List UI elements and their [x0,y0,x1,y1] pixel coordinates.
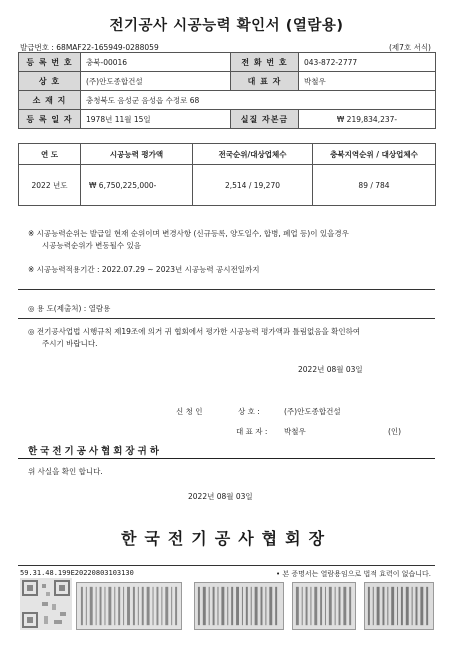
addressee: 한국전기공사협회장귀하 [28,446,162,457]
address-label: 소 재 지 [19,91,81,110]
document-title: 전기공사 시공능력 확인서 (열람용) [109,18,344,34]
table-header-row [19,144,436,165]
table-row [19,91,436,110]
barcode-icon [76,582,182,630]
form-number: (제7호 서식) [389,43,431,52]
ceo-label: 대 표 자 [231,72,299,91]
header-national-rank: 전국순위/대상업체수 [193,144,313,165]
confirmation-date: 2022년 08월 03일 [188,492,253,501]
request-date: 2022년 08월 03일 [298,365,363,374]
header-regional-rank: 충북지역순위 / 대상업체수 [313,144,436,165]
company-info-table [18,52,436,129]
note-period: ※ 시공능력적용기간 : 2022.07.29 ~ 2023년 시공능력 공시전일까지 [28,265,260,274]
applicant-ceo-value: 박철우 [284,427,306,436]
confirmation-text: 위 사실을 확인 합니다. [28,467,103,476]
reg-no-label: 등 록 번 호 [19,53,81,72]
cell-regional-rank: 89 / 784 [313,165,436,206]
capacity-table [18,143,436,206]
cell-national-rank: 2,514 / 19,270 [193,165,313,206]
barcode-icon [364,582,434,630]
applicant-company-label: 상 호 : [238,407,260,416]
reg-date-value: 1978년 11월 15일 [81,110,231,129]
header-capacity: 시공능력 평가액 [81,144,193,165]
reg-no-value: 충북-00016 [81,53,231,72]
company-label: 상 호 [19,72,81,91]
issuer-name: 한국전기공사협회장 [120,529,333,548]
note-rank-line1: ※ 시공능력순위는 발급일 현재 순위이며 변경사항 (신규등록, 양도일수, 합병, 폐업 등)이 있을경우 [28,229,349,238]
divider [18,318,435,319]
note-rank-line2: 시공능력순위가 변동될수 있음 [42,241,141,250]
table-row [19,110,436,129]
issue-number: 발급번호 : 68MAF22-165949-0288059 [20,43,159,52]
footer-code: 59.31.48.199E20220803103130 [20,569,134,577]
applicant-ceo-label: 대 표 자 : [236,427,268,436]
capital-value: ₩ 219,834,237- [299,110,436,129]
barcode-icon [194,582,284,630]
applicant-label: 신 청 인 [176,407,203,416]
request-line1: ◎ 전기공사업법 시행규칙 제19조에 의거 귀 협회에서 평가한 시공능력 평가액과 틀림없음을 확인하여 [28,327,361,336]
divider [18,458,435,459]
cell-capacity: ₩ 6,750,225,000- [81,165,193,206]
reg-date-label: 등 록 일 자 [19,110,81,129]
header-year: 연 도 [19,144,81,165]
qr-code-icon [20,578,72,630]
seal-mark: (인) [388,427,402,436]
table-row [19,53,436,72]
table-row [19,165,436,206]
capital-label: 실질 자본금 [231,110,299,129]
request-line2: 주시기 바랍니다. [42,339,98,348]
purpose-text: ◎ 용 도(제출처) : 열람용 [28,304,111,313]
divider [18,565,435,566]
address-value: 충청북도 음성군 음성읍 수정로 68 [81,91,436,110]
footer-validity-note: • 본 증명서는 열람용임으로 법적 효력이 없습니다. [276,570,431,578]
applicant-company-value: (주)안도종합건설 [284,407,341,416]
phone-label: 전 화 번 호 [231,53,299,72]
divider [18,289,435,290]
cell-year: 2022 년도 [19,165,81,206]
phone-value: 043-872-2777 [299,53,436,72]
ceo-value: 박철우 [299,72,436,91]
barcode-icon [292,582,356,630]
company-value: (주)안도종합건설 [81,72,231,91]
table-row [19,72,436,91]
